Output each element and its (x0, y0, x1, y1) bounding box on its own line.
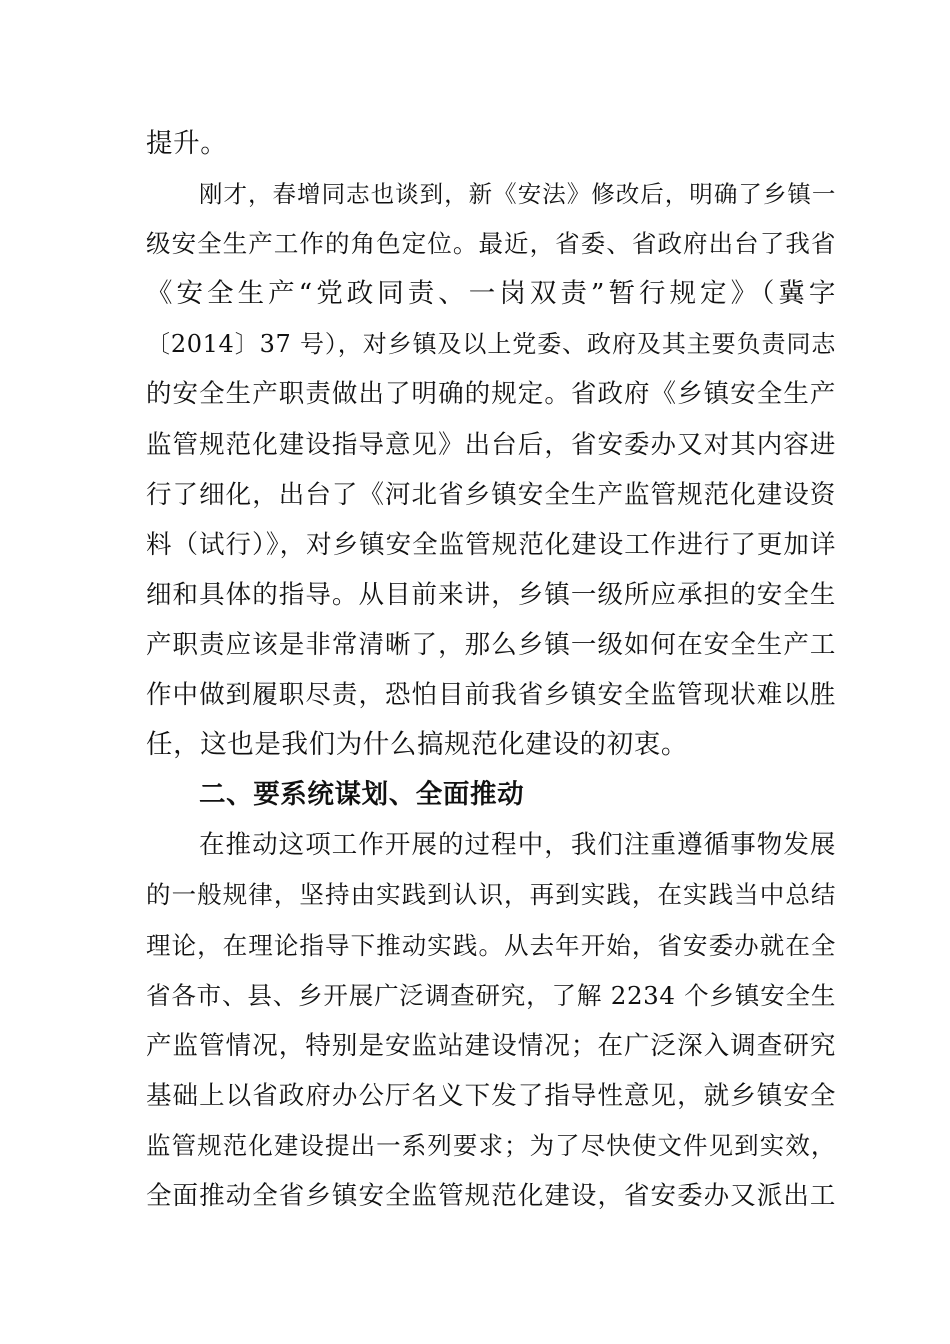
paragraph-line: 监管规范化建设提出一系列要求；为了尽快使文件见到实效， (146, 1130, 836, 1160)
paragraph-line: 作中做到履职尽责，恐怕目前我省乡镇安全监管现状难以胜 (146, 680, 836, 711)
paragraph-line: 的安全生产职责做出了明确的规定。省政府《乡镇安全生产 (146, 379, 836, 410)
section-heading: 二、要系统谋划、全面推动 (199, 779, 525, 811)
paragraph-line: 《安全生产“党政同责、一岗双责”暂行规定》（冀字 (146, 278, 836, 310)
paragraph-line: 刚才，春增同志也谈到，新《安法》修改后，明确了乡镇一 (199, 180, 836, 209)
paragraph-line: 细和具体的指导。从目前来讲，乡镇一级所应承担的安全生 (146, 579, 836, 610)
paragraph-line: 料（试行）》，对乡镇安全监管规范化建设工作进行了更加详 (146, 529, 836, 560)
paragraph-line: 的一般规律，坚持由实践到认识，再到实践，在实践当中总结 (146, 880, 836, 910)
paragraph-line: 〔2014〕37 号），对乡镇及以上党委、政府及其主要负责同志 (146, 330, 836, 359)
paragraph-line: 基础上以省政府办公厅名义下发了指导性意见，就乡镇安全 (146, 1080, 836, 1111)
paragraph-line: 产监管情况，特别是安监站建设情况；在广泛深入调查研究 (146, 1030, 836, 1061)
body-text (146, 119, 836, 1221)
paragraph-line: 省各市、县、乡开展广泛调查研究，了解 2234 个乡镇安全生 (146, 980, 836, 1010)
paragraph-line: 级安全生产工作的角色定位。最近，省委、省政府出台了我省 (146, 229, 836, 259)
paragraph-line: 提升。 (146, 128, 228, 159)
paragraph-line: 监管规范化建设指导意见》出台后，省安委办又对其内容进 (146, 429, 836, 460)
paragraph-line: 理论，在理论指导下推动实践。从去年开始，省安委办就在全 (146, 930, 836, 960)
paragraph-line: 行了细化，出台了《河北省乡镇安全生产监管规范化建设资 (146, 479, 836, 510)
paragraph-line: 产职责应该是非常清晰了，那么乡镇一级如何在安全生产工 (146, 629, 836, 660)
paragraph-line: 在推动这项工作开展的过程中，我们注重遵循事物发展 (199, 830, 836, 861)
paragraph-line: 全面推动全省乡镇安全监管规范化建设，省安委办又派出工 (146, 1180, 836, 1211)
paragraph-line: 任，这也是我们为什么搞规范化建设的初衷。 (146, 729, 688, 761)
